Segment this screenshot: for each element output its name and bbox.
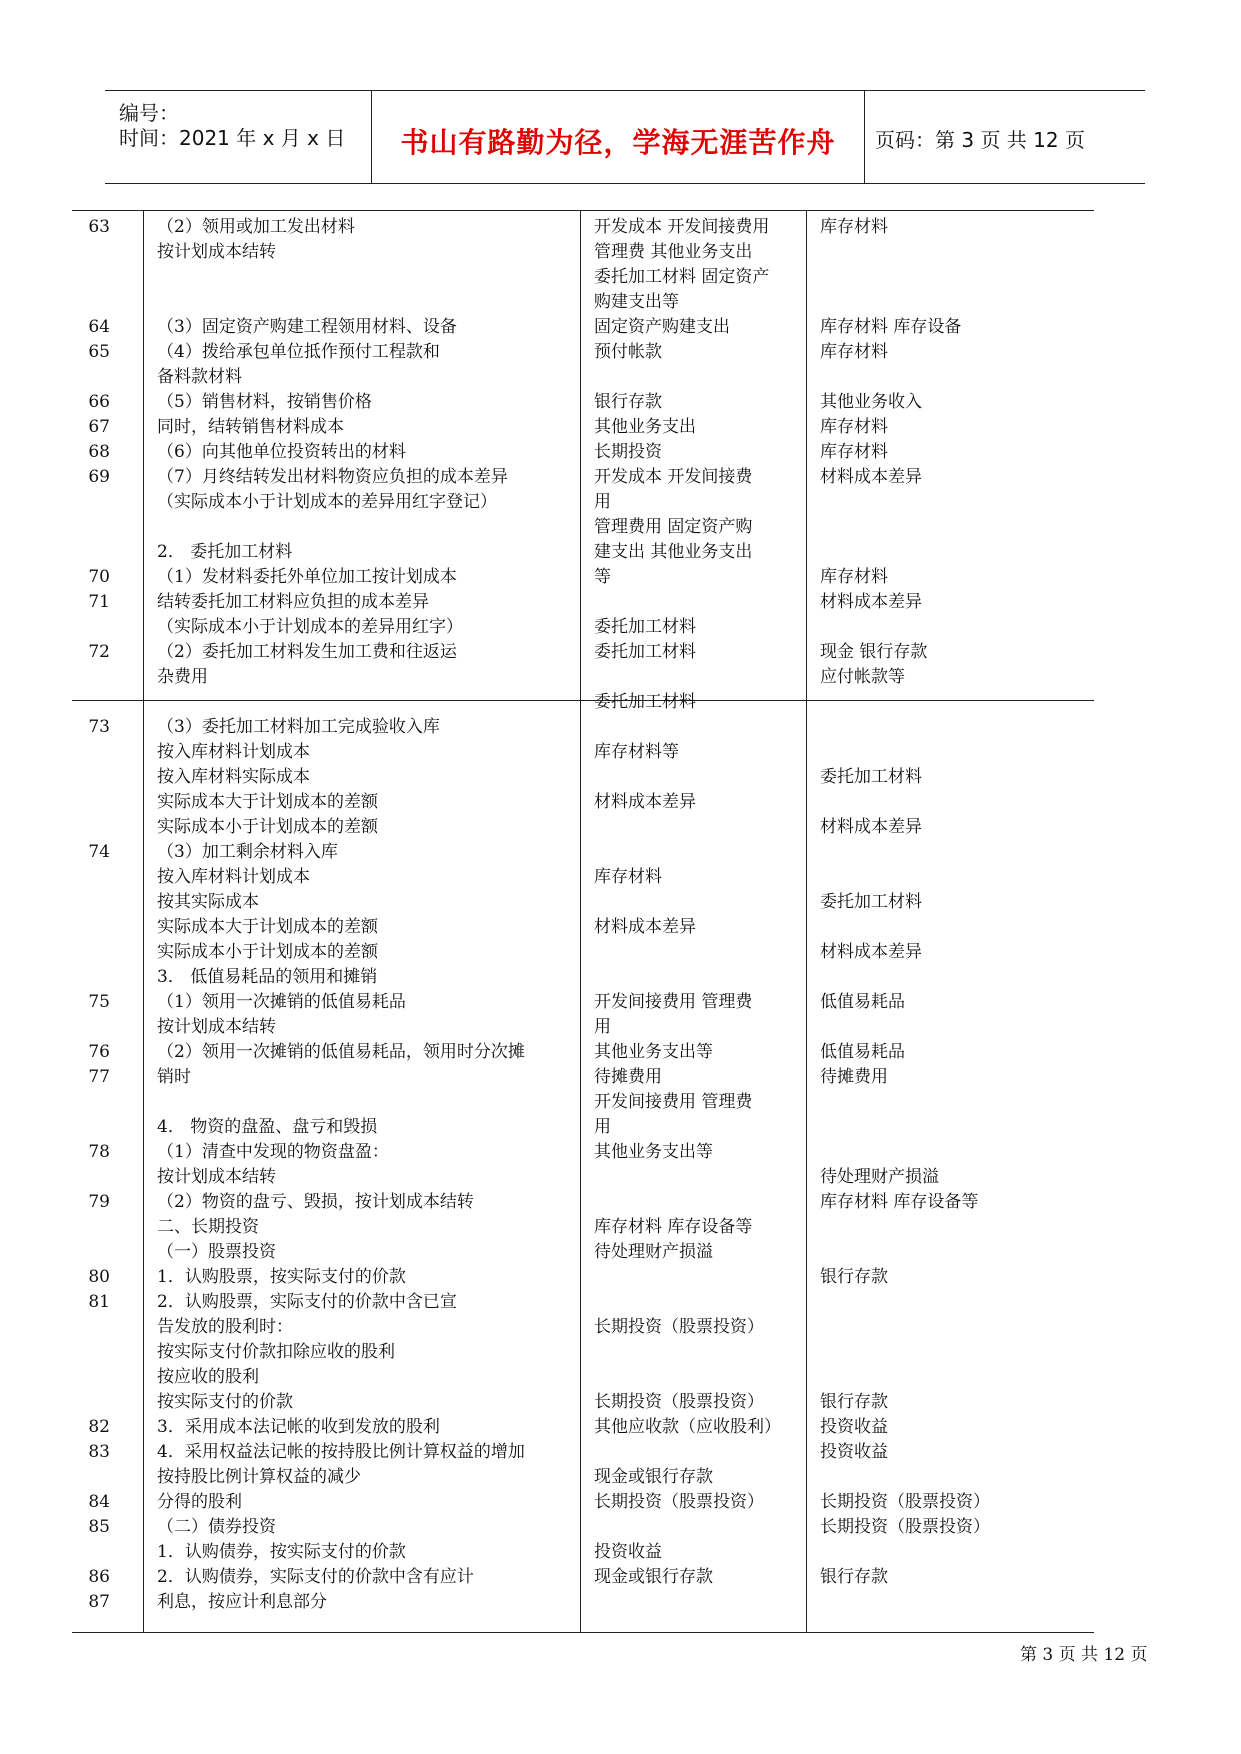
table-row	[72, 990, 1094, 1015]
entry-number: 65	[88, 342, 110, 362]
credit-account: 现金 银行存款	[820, 642, 928, 662]
table-row	[72, 1290, 1094, 1315]
table-row	[72, 290, 1094, 315]
entry-description: 4．采用权益法记帐的按持股比例计算权益的增加	[157, 1442, 525, 1462]
entry-description: （3）委托加工材料加工完成验收入库	[157, 717, 440, 737]
entry-number: 86	[88, 1567, 110, 1587]
entry-number: 78	[88, 1142, 110, 1162]
table-row	[72, 965, 1094, 990]
table-row	[72, 440, 1094, 465]
debit-account: 现金或银行存款	[594, 1567, 713, 1587]
entry-description: 按计划成本结转	[157, 1167, 276, 1187]
debit-account: 库存材料 库存设备等	[594, 1217, 753, 1237]
debit-account: 固定资产购建支出	[594, 317, 730, 337]
table-row	[72, 1090, 1094, 1115]
table-top-rule	[72, 210, 1094, 211]
table-row	[72, 415, 1094, 440]
accounting-ledger-table	[72, 210, 1094, 1632]
credit-account: 应付帐款等	[820, 667, 905, 687]
debit-account: 库存材料	[594, 867, 662, 887]
table-row	[72, 865, 1094, 890]
entry-number: 73	[88, 717, 110, 737]
debit-account: 建支出 其他业务支出	[594, 542, 753, 562]
table-row	[72, 940, 1094, 965]
debit-account: 委托加工材料 固定资产	[594, 267, 770, 287]
entry-number: 75	[88, 992, 110, 1012]
table-row	[72, 815, 1094, 840]
entry-description: 按实际支付的价款	[157, 1392, 293, 1412]
entry-description: 按计划成本结转	[157, 1017, 276, 1037]
credit-account: 库存材料	[820, 342, 888, 362]
entry-description: 按入库材料计划成本	[157, 867, 310, 887]
credit-account: 材料成本差异	[820, 942, 922, 962]
entry-number: 82	[88, 1417, 110, 1437]
table-row	[72, 365, 1094, 390]
debit-account: 待处理财产损溢	[594, 1242, 713, 1262]
debit-account: 其他业务支出等	[594, 1042, 713, 1062]
debit-account: 管理费用 固定资产购	[594, 517, 753, 537]
debit-account: 购建支出等	[594, 292, 679, 312]
entry-description: 按持股比例计算权益的减少	[157, 1467, 361, 1487]
table-row	[72, 1340, 1094, 1365]
entry-description: 2． 委托加工材料	[157, 542, 293, 562]
table-row	[72, 565, 1094, 590]
header-number-label: 编号：	[119, 101, 179, 125]
table-row	[72, 1240, 1094, 1265]
credit-account: 长期投资（股票投资）	[820, 1492, 990, 1512]
entry-description: 告发放的股利时：	[157, 1317, 293, 1337]
table-row	[72, 1190, 1094, 1215]
debit-account: 等	[594, 567, 611, 587]
table-row	[72, 765, 1094, 790]
debit-account: 投资收益	[594, 1542, 662, 1562]
entry-number: 63	[88, 217, 110, 237]
entry-description: 按入库材料实际成本	[157, 767, 310, 787]
debit-account: 材料成本差异	[594, 917, 696, 937]
credit-account: 长期投资（股票投资）	[820, 1517, 990, 1537]
table-row	[72, 1415, 1094, 1440]
entry-description: （1）清查中发现的物资盘盈：	[157, 1142, 389, 1162]
entry-number: 84	[88, 1492, 110, 1512]
entry-description: 实际成本大于计划成本的差额	[157, 792, 378, 812]
entry-description: 二、长期投资	[157, 1217, 259, 1237]
debit-account: 开发成本 开发间接费用	[594, 217, 770, 237]
entry-description: 利息，按应计利息部分	[157, 1592, 327, 1612]
table-row	[72, 1065, 1094, 1090]
entry-number: 70	[88, 567, 110, 587]
entry-description: 3．采用成本法记帐的收到发放的股利	[157, 1417, 440, 1437]
table-row	[72, 1115, 1094, 1140]
table-row	[72, 1015, 1094, 1040]
credit-account: 其他业务收入	[820, 392, 922, 412]
table-row	[72, 1265, 1094, 1290]
debit-account: 委托加工材料	[594, 617, 696, 637]
debit-account: 管理费 其他业务支出	[594, 242, 753, 262]
table-row	[72, 215, 1094, 240]
table-row	[72, 1215, 1094, 1240]
entry-description: 实际成本大于计划成本的差额	[157, 917, 378, 937]
entry-description: 按实际支付价款扣除应收的股利	[157, 1342, 395, 1362]
entry-description: （2）领用一次摊销的低值易耗品，领用时分次摊	[157, 1042, 525, 1062]
table-row	[72, 790, 1094, 815]
entry-description: （1）领用一次摊销的低值易耗品	[157, 992, 406, 1012]
entry-description: 1．认购股票，按实际支付的价款	[157, 1267, 406, 1287]
table-row	[72, 1515, 1094, 1540]
entry-description: （2）委托加工材料发生加工费和往返运	[157, 642, 457, 662]
debit-account: 长期投资（股票投资）	[594, 1492, 764, 1512]
entry-description: （二）债券投资	[157, 1517, 276, 1537]
table-row	[72, 1365, 1094, 1390]
entry-description: （2）物资的盘亏、毁损，按计划成本结转	[157, 1192, 474, 1212]
table-bottom-rule	[72, 1632, 1094, 1633]
debit-account: 库存材料等	[594, 742, 679, 762]
table-row	[72, 590, 1094, 615]
credit-account: 待处理财产损溢	[820, 1167, 939, 1187]
credit-account: 材料成本差异	[820, 592, 922, 612]
entry-description: 2．认购股票，实际支付的价款中含已宣	[157, 1292, 457, 1312]
entry-number: 79	[88, 1192, 110, 1212]
entry-number: 77	[88, 1067, 110, 1087]
debit-account: 其他应收款（应收股利）	[594, 1417, 781, 1437]
table-row	[72, 840, 1094, 865]
entry-description: 备料款材料	[157, 367, 242, 387]
entry-number: 64	[88, 317, 110, 337]
credit-account: 库存材料	[820, 417, 888, 437]
entry-description: （1）发材料委托外单位加工按计划成本	[157, 567, 457, 587]
table-row	[72, 540, 1094, 565]
table-row	[72, 1590, 1094, 1615]
header-motto-cell	[372, 91, 865, 183]
table-row	[72, 1440, 1094, 1465]
entry-description: （5）销售材料，按销售价格	[157, 392, 372, 412]
entry-description: （4）拨给承包单位抵作预付工程款和	[157, 342, 440, 362]
table-row	[72, 1565, 1094, 1590]
table-row	[72, 1040, 1094, 1065]
credit-account: 银行存款	[820, 1267, 888, 1287]
entry-description: 2．认购债券，实际支付的价款中含有应计	[157, 1567, 474, 1587]
entry-description: 分得的股利	[157, 1492, 242, 1512]
table-row	[72, 665, 1094, 690]
table-row	[72, 615, 1094, 640]
table-row	[72, 265, 1094, 290]
entry-number: 69	[88, 467, 110, 487]
credit-account: 低值易耗品	[820, 992, 905, 1012]
entry-number: 83	[88, 1442, 110, 1462]
debit-account: 其他业务支出等	[594, 1142, 713, 1162]
table-row	[72, 715, 1094, 740]
credit-account: 委托加工材料	[820, 767, 922, 787]
debit-account: 长期投资	[594, 442, 662, 462]
table-row	[72, 890, 1094, 915]
credit-account: 库存材料 库存设备等	[820, 1192, 979, 1212]
header-page-cell	[865, 91, 1145, 183]
entry-number: 66	[88, 392, 110, 412]
debit-account: 用	[594, 1117, 611, 1137]
debit-account: 开发间接费用 管理费	[594, 992, 753, 1012]
entry-description: 实际成本小于计划成本的差额	[157, 942, 378, 962]
entry-number: 68	[88, 442, 110, 462]
credit-account: 材料成本差异	[820, 467, 922, 487]
debit-account: 材料成本差异	[594, 792, 696, 812]
entry-description: 1．认购债券，按实际支付的价款	[157, 1542, 406, 1562]
entry-description: （3）加工剩余材料入库	[157, 842, 338, 862]
entry-number: 81	[88, 1292, 110, 1312]
document-header	[105, 90, 1145, 184]
debit-account: 委托加工材料	[594, 642, 696, 662]
table-row	[72, 390, 1094, 415]
table-row	[72, 240, 1094, 265]
credit-account: 低值易耗品	[820, 1042, 905, 1062]
table-row	[72, 740, 1094, 765]
credit-account: 库存材料	[820, 567, 888, 587]
header-time-label: 时间：2021 年 x 月 x 日	[119, 126, 346, 150]
entry-description: 按应收的股利	[157, 1367, 259, 1387]
debit-account: 开发间接费用 管理费	[594, 1092, 753, 1112]
credit-account: 投资收益	[820, 1442, 888, 1462]
entry-description: 实际成本小于计划成本的差额	[157, 817, 378, 837]
debit-account: 委托加工材料	[594, 692, 696, 712]
credit-account: 投资收益	[820, 1417, 888, 1437]
entry-description: （3）固定资产购建工程领用材料、设备	[157, 317, 457, 337]
credit-account: 库存材料 库存设备	[820, 317, 962, 337]
entry-description: 3． 低值易耗品的领用和摊销	[157, 967, 378, 987]
entry-description: 结转委托加工材料应负担的成本差异	[157, 592, 429, 612]
debit-account: 待摊费用	[594, 1067, 662, 1087]
table-row	[72, 1465, 1094, 1490]
entry-description: 按其实际成本	[157, 892, 259, 912]
debit-account: 长期投资（股票投资）	[594, 1392, 764, 1412]
debit-account: 银行存款	[594, 392, 662, 412]
entry-number: 87	[88, 1592, 110, 1612]
entry-description: （7）月终结转发出材料物资应负担的成本差异	[157, 467, 508, 487]
table-row	[72, 915, 1094, 940]
entry-description: （6）向其他单位投资转出的材料	[157, 442, 406, 462]
entry-number: 74	[88, 842, 110, 862]
entry-description: （一）股票投资	[157, 1242, 276, 1262]
entry-number: 71	[88, 592, 110, 612]
credit-account: 待摊费用	[820, 1067, 888, 1087]
entry-description: 同时，结转销售材料成本	[157, 417, 344, 437]
debit-account: 用	[594, 492, 611, 512]
debit-account: 现金或银行存款	[594, 1467, 713, 1487]
credit-account: 库存材料	[820, 442, 888, 462]
table-row	[72, 1540, 1094, 1565]
credit-account: 材料成本差异	[820, 817, 922, 837]
table-row	[72, 1315, 1094, 1340]
debit-account: 其他业务支出	[594, 417, 696, 437]
credit-account: 委托加工材料	[820, 892, 922, 912]
credit-account: 库存材料	[820, 217, 888, 237]
entry-description: 销时	[157, 1067, 191, 1087]
entry-description: 按入库材料计划成本	[157, 742, 310, 762]
credit-account: 银行存款	[820, 1567, 888, 1587]
debit-account: 开发成本 开发间接费	[594, 467, 753, 487]
entry-description: （2）领用或加工发出材料	[157, 217, 355, 237]
entry-number: 80	[88, 1267, 110, 1287]
table-row	[72, 515, 1094, 540]
entry-description: （实际成本小于计划成本的差异用红字）	[157, 617, 463, 637]
debit-account: 长期投资（股票投资）	[594, 1317, 764, 1337]
table-row	[72, 490, 1094, 515]
table-row	[72, 1140, 1094, 1165]
entry-number: 72	[88, 642, 110, 662]
entry-number: 67	[88, 417, 110, 437]
header-page-label: 页码：第 3 页 共 12 页	[875, 128, 1085, 152]
table-row	[72, 640, 1094, 665]
credit-account: 银行存款	[820, 1392, 888, 1412]
debit-account: 预付帐款	[594, 342, 662, 362]
entry-description: 杂费用	[157, 667, 208, 687]
entry-description: 按计划成本结转	[157, 242, 276, 262]
page-footer: 第 3 页 共 12 页	[1020, 1645, 1148, 1665]
header-motto: 书山有路勤为径，学海无涯苦作舟	[400, 126, 836, 159]
entry-number: 76	[88, 1042, 110, 1062]
table-row	[72, 340, 1094, 365]
table-row	[72, 1165, 1094, 1190]
table-row	[72, 1390, 1094, 1415]
entry-description: （实际成本小于计划成本的差异用红字登记）	[157, 492, 497, 512]
entry-description: 4． 物资的盘盈、盘亏和毁损	[157, 1117, 378, 1137]
table-row	[72, 465, 1094, 490]
table-row	[72, 1490, 1094, 1515]
entry-number: 85	[88, 1517, 110, 1537]
debit-account: 用	[594, 1017, 611, 1037]
table-row	[72, 315, 1094, 340]
table-row	[72, 690, 1094, 715]
header-meta-cell	[105, 91, 372, 183]
